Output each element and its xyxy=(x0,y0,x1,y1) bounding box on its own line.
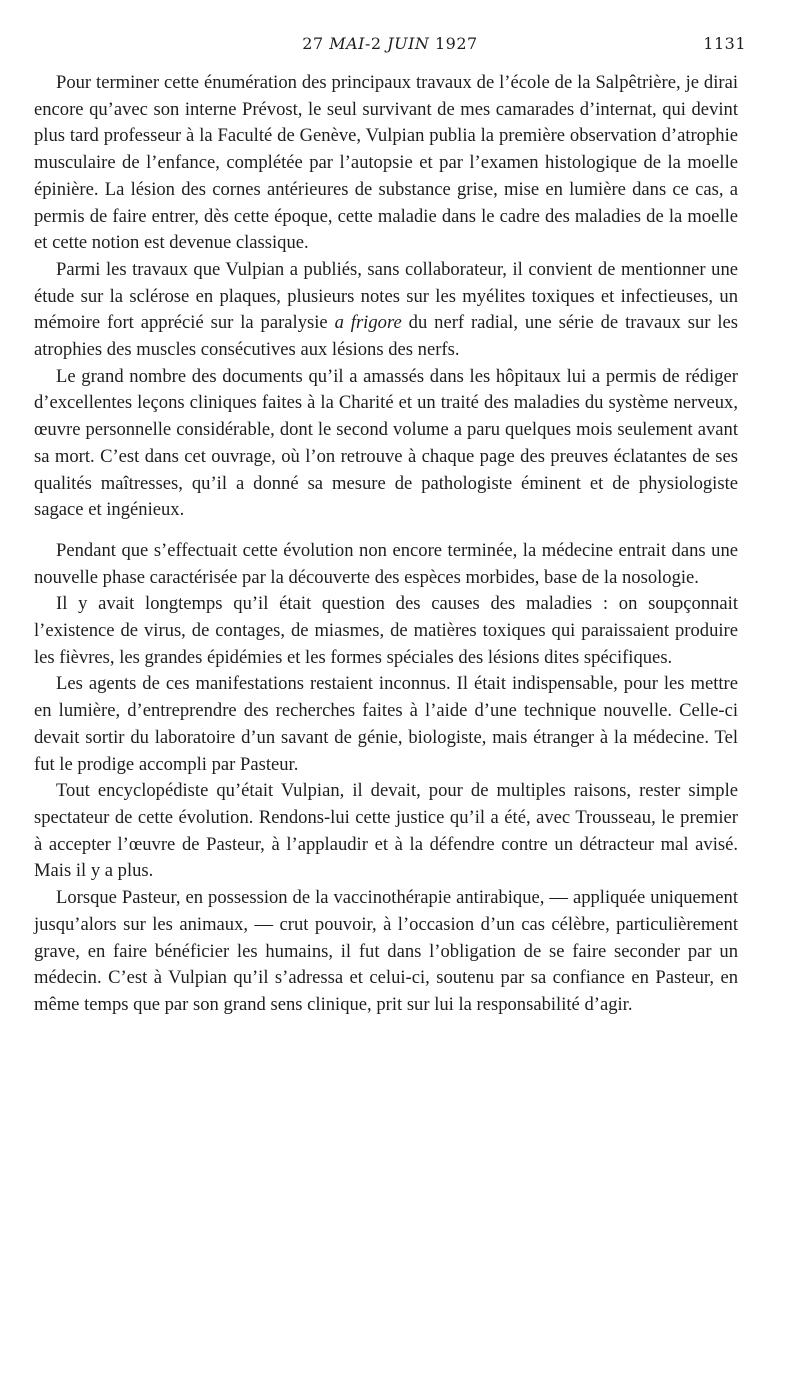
paragraph-travaux-vulpian xyxy=(34,257,738,364)
paragraph-nouvelle-phase: Pendant que s’effectuait cette évolution non encore terminée, la médecine entrait dans une nouvelle phase caractérisée par la découverte des espèces morbides, base de la nosologie. xyxy=(34,539,738,588)
article-body xyxy=(34,70,738,1019)
header-date-day-2: -2 xyxy=(365,34,388,53)
running-header xyxy=(34,34,746,58)
header-date xyxy=(34,34,746,53)
paragraph-text: Parmi les travaux que Vulpian a publiés, sans collaborateur, il convient de mentionner une étude sur la sclérose en plaques, plusieurs notes sur les myélites toxiques et infectieuses, un mémoire fort apprécié sur la paralysie xyxy=(34,258,738,334)
paragraph-pasteur-rage: Lorsque Pasteur, en possession de la vaccinothérapie antirabique, — appliquée uniquement jusqu’alors sur les animaux, — crut pouvoir, à l’occasion d’un cas célèbre, particulièrement grave, en faire bénéficier les humains, il fut dans l’obligation de se faire seconder par un médecin. C’est à Vulpian qu’il s’adressa et celui-ci, soutenu par sa confiance en Pasteur, en même temps que par son grand sens clinique, prit sur lui la responsabilité d’agir. xyxy=(34,887,738,1015)
header-date-day: 27 xyxy=(302,34,330,53)
paragraph-causes-maladies: Il y avait longtemps qu’il était question des causes des maladies : on soupçonnait l’existence de virus, de contages, de miasmes, de matières toxiques qui paraissaient produire les fièvres, les grandes épidémies et les formes spéciales des lésions dites spécifiques. xyxy=(34,593,738,668)
paragraph-salpetriere: Pour terminer cette énumération des principaux travaux de l’école de la Salpêtrière, je dirai encore qu’avec son interne Prévost, le seul survivant de mes camarades d’internat, qui devint plus tard professeur à la Faculté de Genève, Vulpian publia la première observation d’atrophie musculaire de l’enfance, complétée par l’autopsie et par l’examen histologique de la moelle épinière. La lésion des cornes antérieures de substance grise, mise en lumière dans ce cas, a permis de faire entrer, dès cette époque, cette maladie dans le cadre des maladies de la moelle et cette notion est devenue classique. xyxy=(34,72,738,254)
header-date-month-1: MAI xyxy=(329,34,365,53)
header-date-month-2: JUIN xyxy=(387,34,430,53)
header-date-year: 1927 xyxy=(429,34,478,53)
italic-term: a frigore xyxy=(334,312,402,334)
paragraph-text: du nerf radial, une série de travaux sur les atrophies des muscles consécutives aux lésions des nerfs. xyxy=(34,312,739,361)
paragraph-agents: Les agents de ces manifestations restaient inconnus. Il était indispensable, pour les mettre en lumière, d’entreprendre des recherches faites à l’aide d’une technique nouvelle. Celle-ci devait sortir du laboratoire d’un savant de génie, biologiste, mais étranger à la médecine. Tel fut le prodige accompli par Pasteur. xyxy=(34,673,738,775)
paragraph-encyclopediste: Tout encyclopédiste qu’était Vulpian, il devait, pour de multiples raisons, rester simple spectateur de cette évolution. Rendons-lui cette justice qu’il a été, avec Trousseau, le premier à accepter l’œuvre de Pasteur, à l’applaudir et à la défendre contre un détracteur mal avisé. Mais il y a plus. xyxy=(34,780,738,882)
page-number: 1131 xyxy=(703,34,746,53)
paragraph-lecons-cliniques: Le grand nombre des documents qu’il a amassés dans les hôpitaux lui a permis de rédiger d’excellentes leçons cliniques faites à la Charité et un traité des maladies du système nerveux, œuvre personnelle considérable, dont le second volume a paru quelques mois seulement avant sa mort. C’est dans cet ouvrage, où l’on retrouve à chaque page des preuves éclatantes de ses qualités maîtresses, qu’il a donné sa mesure de pathologiste éminent et de physiologiste sagace et ingénieux. xyxy=(34,365,738,521)
